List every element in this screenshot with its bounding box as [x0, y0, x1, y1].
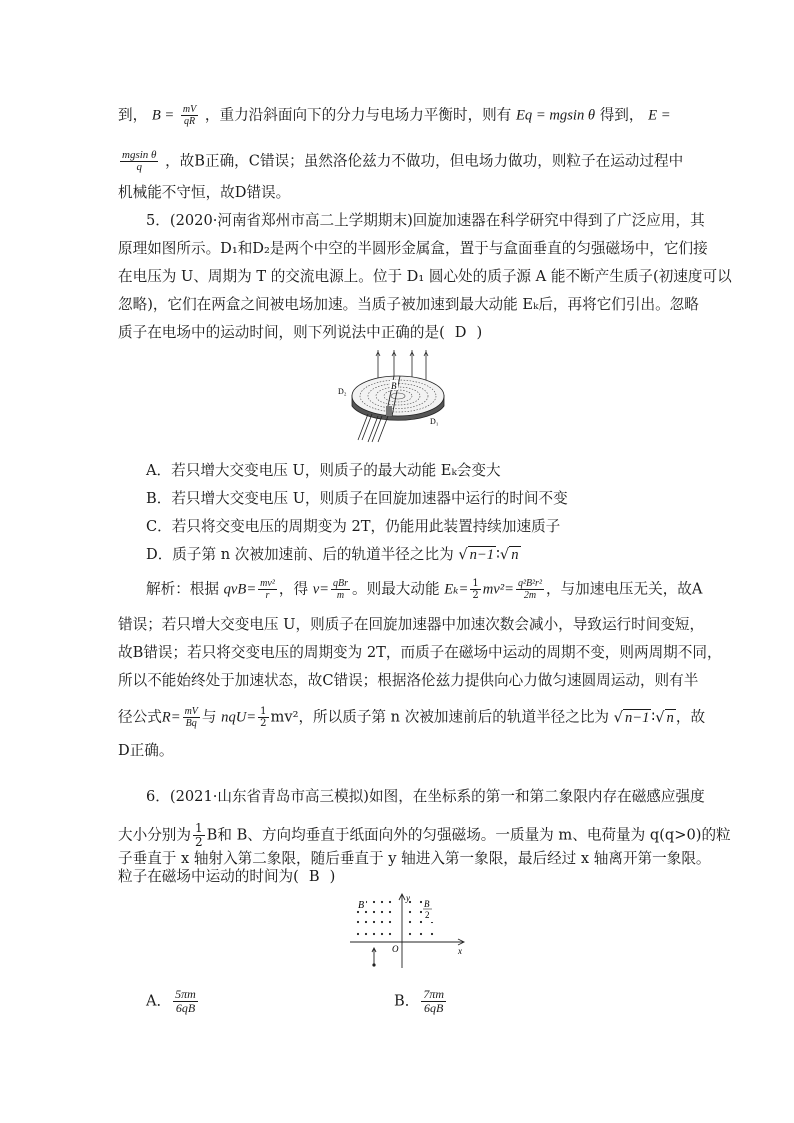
formula: Eq = mgsin θ: [516, 107, 596, 124]
q5-line-3: 在电压为 U、周期为 T 的交流电源上。位于 D₁ 圆心处的质子源 A 能不断产生质子(初速度可以: [118, 268, 732, 285]
sol5-line-2: 错误；若只增大交变电压 U，则质子在回旋加速器中加速次数会减小，导致运行时间变短，: [118, 616, 705, 633]
cyclotron-figure: [338, 348, 448, 444]
fraction: [181, 104, 198, 127]
field-dot: [389, 901, 391, 903]
formula: B =: [151, 107, 175, 124]
fraction: [470, 578, 480, 601]
sqrt: √ n: [655, 708, 674, 726]
sol5-line-4: 所以不能始终处于加速状态，故C错误；根据洛伦兹力提供向心力做匀速圆周运动，则有半: [118, 672, 699, 689]
frac-den: 6qB: [424, 1001, 444, 1015]
field-dot: [389, 911, 391, 913]
frac-num: qBr: [333, 578, 349, 589]
option-label: A．: [146, 992, 172, 1010]
text: ，得: [278, 580, 309, 598]
field-label-half-b-den: 2: [425, 910, 430, 920]
magnetic-field-figure: [350, 892, 470, 972]
frac-den: Bq: [185, 718, 197, 729]
field-dot: [381, 921, 383, 923]
text: 大小分别为: [118, 826, 191, 844]
ratio-sign: ∶: [496, 546, 500, 563]
frac-num: mV: [182, 104, 197, 115]
text: 质子在电场中的运动时间，则下列说法中正确的是(: [118, 324, 445, 341]
formula: mv²=: [482, 581, 514, 598]
field-dot: [365, 911, 367, 913]
frac-num: 7πm: [423, 987, 445, 1001]
field-dot: [381, 911, 383, 913]
text: 回旋加速器在科学研究中得到了广泛应用，其: [412, 212, 705, 229]
fraction: [258, 706, 268, 729]
q5-option-b: B．若只增大交变电压 U，则质子在回旋加速器中运行的时间不变: [146, 490, 568, 507]
field-label-half-b-num: B: [424, 899, 430, 909]
question-number: 5．: [146, 212, 170, 229]
q6-line-2: [118, 822, 731, 849]
frac-num: 1: [194, 821, 203, 835]
x-label: x: [458, 946, 462, 956]
q6-option-a: [146, 988, 200, 1015]
field-dot: [357, 911, 359, 913]
field-dot: [381, 933, 383, 935]
frac-num: q²B²r²: [517, 578, 542, 589]
field-label-b: B: [358, 900, 365, 911]
field-dot: [357, 921, 359, 923]
text: mv²，所以质子第 n 次被加速前后的轨道半径之比为: [270, 708, 610, 726]
sol5-line-5: [118, 706, 705, 729]
field-dot: [420, 933, 422, 935]
frac-num: mv²: [260, 578, 275, 589]
sol5-line-1: [146, 578, 702, 601]
fraction: [516, 578, 544, 601]
frac-den: 2: [194, 835, 203, 849]
field-dot: [409, 921, 411, 923]
q5-option-c: C．若只将交变电压的周期变为 2T，仍能用此装置持续加速质子: [146, 518, 561, 535]
text: 解析：根据: [146, 580, 219, 598]
text: ，故: [675, 708, 706, 726]
text: 如图，在坐标系的第一和第二象限内存在磁感应强度: [369, 788, 705, 805]
q5-option-d: [146, 544, 521, 566]
text: ，重力沿斜面向下的分力与电场力平衡时，则有: [204, 106, 512, 124]
question-number: 6．: [146, 788, 170, 805]
fraction: [120, 150, 158, 173]
radicand: n: [511, 547, 519, 563]
field-label: B: [391, 381, 397, 391]
sqrt: √ n−1: [613, 708, 650, 726]
frac-num: mgsin θ: [122, 149, 157, 161]
radicand: n: [666, 709, 674, 726]
frac-den: 2: [260, 718, 267, 729]
frac-den: m: [336, 590, 345, 601]
option-label: B．: [394, 992, 420, 1010]
fraction: [421, 988, 446, 1015]
text: D．质子第 n 次被加速前、后的轨道半径之比为: [146, 546, 454, 563]
formula: E =: [648, 107, 671, 124]
q5-line-1: [146, 210, 705, 232]
question-source: (2021·山东省青岛市高三模拟): [169, 788, 369, 805]
sol5-line-3: 故B错误；若只将交变电压的周期变为 2T，而质子在磁场中运动的周期不变，则两周期不同，: [118, 644, 722, 661]
q5-line-5: [118, 322, 482, 344]
p4-line-2: [118, 150, 683, 173]
text: 。则最大动能: [352, 580, 440, 598]
fraction: [193, 822, 205, 849]
answer: D: [454, 324, 471, 341]
field-dot: [409, 911, 411, 913]
formula: qvB=: [223, 581, 257, 598]
field-dot: [381, 901, 383, 903]
q6-option-b: [394, 988, 448, 1015]
fraction: [258, 578, 277, 601]
particle: [372, 963, 375, 966]
radicand: n−1: [624, 709, 650, 726]
field-dot: [373, 901, 375, 903]
field-dot: [431, 933, 433, 935]
field-dot: [365, 933, 367, 935]
frac-den: 2: [472, 590, 479, 601]
text: 到，: [118, 106, 148, 124]
d1-label: D₁: [430, 417, 439, 426]
sqrt: √ n: [499, 546, 519, 563]
q6-line-3: 子垂直于 x 轴射入第二象限，随后垂直于 y 轴进入第一象限，最后经过 x 轴离开第一象限。: [118, 850, 711, 867]
q5-option-a: A．若只增大交变电压 U，则质子的最大动能 Eₖ会变大: [146, 462, 501, 479]
origin-label: O: [392, 944, 399, 954]
text: 得到，: [599, 106, 644, 124]
frac-den: qR: [184, 116, 196, 127]
formula: R=: [161, 709, 181, 726]
frac-num: 1: [260, 706, 267, 717]
sqrt: √ n−1: [458, 546, 495, 563]
field-dot: [389, 933, 391, 935]
q5-line-4: 忽略)，它们在两盒之间被电场加速。当质子被加速到最大动能 Eₖ后，再将它们引出。忽略: [118, 296, 699, 313]
fraction: [331, 578, 350, 601]
field-dot: [357, 933, 359, 935]
frac-num: 1: [472, 578, 479, 589]
ratio-sign: ∶: [651, 708, 656, 726]
text: 粒子在磁场中运动的时间为(: [118, 868, 299, 885]
field-dot: [389, 921, 391, 923]
field-dot: [365, 921, 367, 923]
frac-den: q: [136, 161, 142, 173]
p4-line-1: [118, 104, 671, 127]
formula: Eₖ=: [444, 581, 469, 598]
text: ): [329, 868, 336, 885]
fraction: [173, 988, 198, 1015]
answer: B: [308, 868, 324, 885]
text: B和 B、方向均垂直于纸面向外的匀强磁场。一质量为 m、电荷量为 q(q>0)的粒: [206, 826, 731, 844]
field-dot: [373, 933, 375, 935]
field-dot: [373, 921, 375, 923]
frac-den: 6qB: [175, 1001, 196, 1015]
field-dot: [409, 933, 411, 935]
p4-line-3: 机械能不守恒，故D错误。: [118, 184, 291, 201]
field-dot: [420, 921, 422, 923]
q6-line-1: [146, 786, 705, 808]
text: 与: [201, 708, 217, 726]
frac-num: mV: [184, 706, 198, 717]
field-dot: [420, 901, 422, 903]
question-source: (2020·河南省郑州市高二上学期期末): [169, 212, 413, 229]
radicand: n−1: [469, 547, 495, 563]
y-label: y: [406, 893, 410, 903]
q5-line-2: 原理如图所示。D₁和D₂是两个中空的半圆形金属盒，置于与盒面垂直的匀强磁场中，它们接: [118, 240, 708, 257]
fraction: [183, 706, 200, 729]
frac-den: r: [265, 590, 270, 601]
d2-label: D₂: [338, 387, 347, 396]
frac-num: 5πm: [175, 987, 196, 1001]
formula: v=: [312, 581, 330, 598]
formula: nqU=: [221, 709, 257, 726]
field-dots: [357, 901, 433, 935]
frac-den: 2m: [523, 590, 537, 601]
q6-line-4: [118, 866, 335, 888]
text: 径公式: [118, 708, 162, 726]
text: ，故B正确，C错误；虽然洛伦兹力不做功，但电场力做功，则粒子在运动过程中: [165, 152, 684, 170]
text: ): [476, 324, 483, 341]
text: ，与加速电压无关，故A: [545, 580, 703, 598]
sol5-line-6: D正确。: [118, 742, 174, 759]
field-dot: [420, 911, 422, 913]
field-dot: [373, 911, 375, 913]
